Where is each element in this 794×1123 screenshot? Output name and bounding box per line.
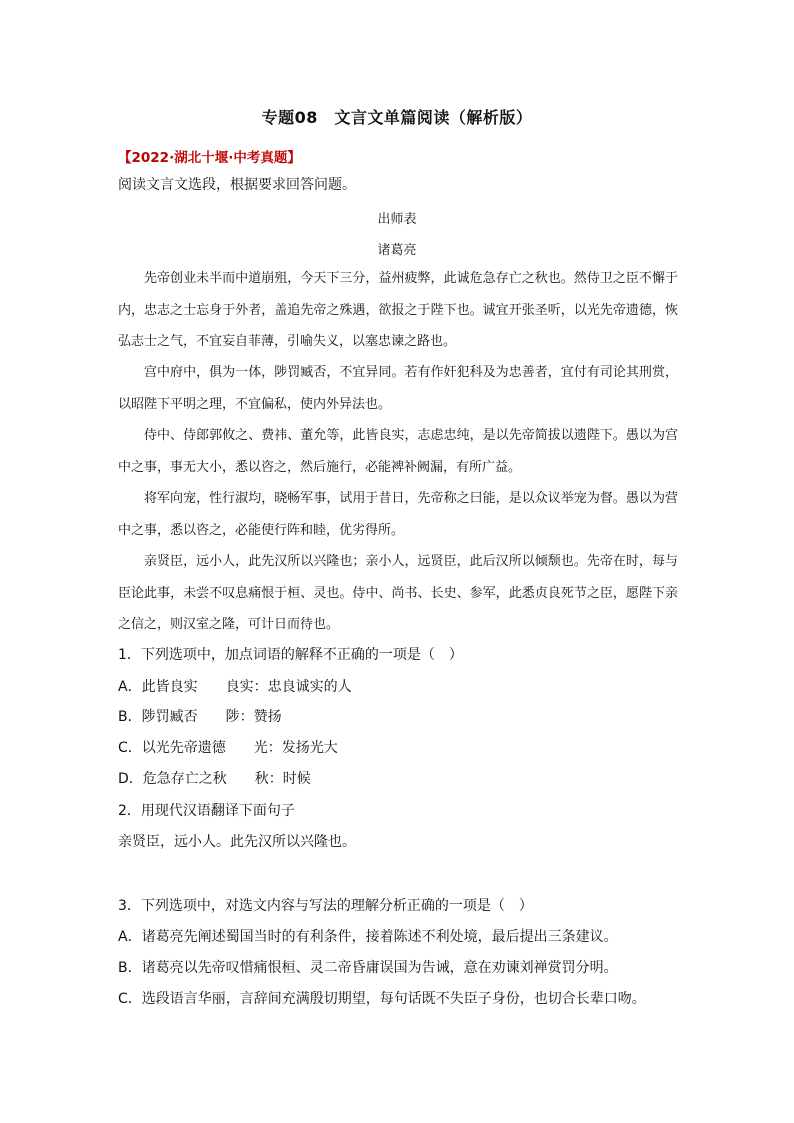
option-label: D．危急存亡之秋 (118, 771, 227, 787)
question-1-option-b (118, 706, 282, 726)
option-label: C．以光先帝遗德 (118, 740, 226, 756)
option-label: B．陟罚臧否 (118, 709, 198, 725)
passage-paragraph: 亲贤臣，远小人，此先汉所以兴隆也；亲小人，远贤臣，此后汉所以倾颓也。先帝在时，每与臣论此事，未尝不叹息痛恨于桓、灵也。侍中、尚书、长史、参军，此悉贞良死节之臣，愿陛下亲之信之，则汉室之隆，可计日而待也。 (118, 554, 678, 632)
question-3-option-a: A．诸葛亮先阐述蜀国当时的有利条件，接着陈述不利处境，最后提出三条建议。 (118, 929, 618, 945)
passage-paragraph: 宫中府中，俱为一体，陟罚臧否，不宜异同。若有作奸犯科及为忠善者，宜付有司论其刑赏，以昭陛下平明之理，不宜偏私，使内外异法也。 (118, 365, 678, 412)
document-title: 专题08 文言文单篇阅读（解析版） (261, 108, 533, 127)
source-tag: 【2022·湖北十堰·中考真题】 (118, 150, 301, 166)
question-3-option-c: C．选段语言华丽，言辞间充满殷切期望，每句话既不失臣子身份，也切合长辈口吻。 (118, 991, 646, 1007)
option-gloss: 光：发扬光大 (253, 740, 338, 756)
question-1-stem: 1．下列选项中，加点词语的解释不正确的一项是（ ） (118, 647, 463, 663)
option-gloss: 陟：赞扬 (225, 709, 282, 725)
passage-title: 出师表 (377, 212, 417, 227)
passage-author: 诸葛亮 (377, 243, 417, 258)
question-2-sentence: 亲贤臣，远小人。此先汉所以兴隆也。 (118, 834, 356, 850)
option-gloss: 秋：时候 (254, 771, 311, 787)
passage-paragraph: 将军向宠，性行淑均，晓畅军事，试用于昔日，先帝称之曰能，是以众议举宠为督。愚以为营中之事，悉以咨之，必能使行阵和睦，优劣得所。 (118, 491, 678, 538)
passage-paragraph: 侍中、侍郎郭攸之、费祎、董允等，此皆良实，志虑忠纯，是以先帝简拔以遗陛下。愚以为宫中之事，事无大小，悉以咨之，然后施行，必能裨补阙漏，有所广益。 (118, 428, 678, 475)
question-1-option-d (118, 768, 311, 788)
question-3-option-b: B．诸葛亮以先帝叹惜痛恨桓、灵二帝昏庸误国为告诫，意在劝谏刘禅赏罚分明。 (118, 960, 618, 976)
question-1-option-c (118, 737, 338, 757)
question-1-option-a (118, 676, 352, 696)
instruction-text: 阅读文言文选段，根据要求回答问题。 (118, 177, 356, 193)
option-label: A．此皆良实 (118, 679, 198, 695)
passage-paragraph: 先帝创业未半而中道崩殂，今天下三分，益州疲弊，此诚危急存亡之秋也。然侍卫之臣不懈于内，忠志之士忘身于外者，盖追先帝之殊遇，欲报之于陛下也。诚宜开张圣听，以光先帝遗德，恢弘志士之气，不宜妄自菲薄，引喻失义，以塞忠谏之路也。 (118, 271, 678, 349)
option-gloss: 良实：忠良诚实的人 (225, 679, 352, 695)
question-2-stem: 2．用现代汉语翻译下面句子 (118, 803, 295, 819)
question-3-stem: 3．下列选项中，对选文内容与写法的理解分析正确的一项是（ ） (118, 898, 533, 914)
